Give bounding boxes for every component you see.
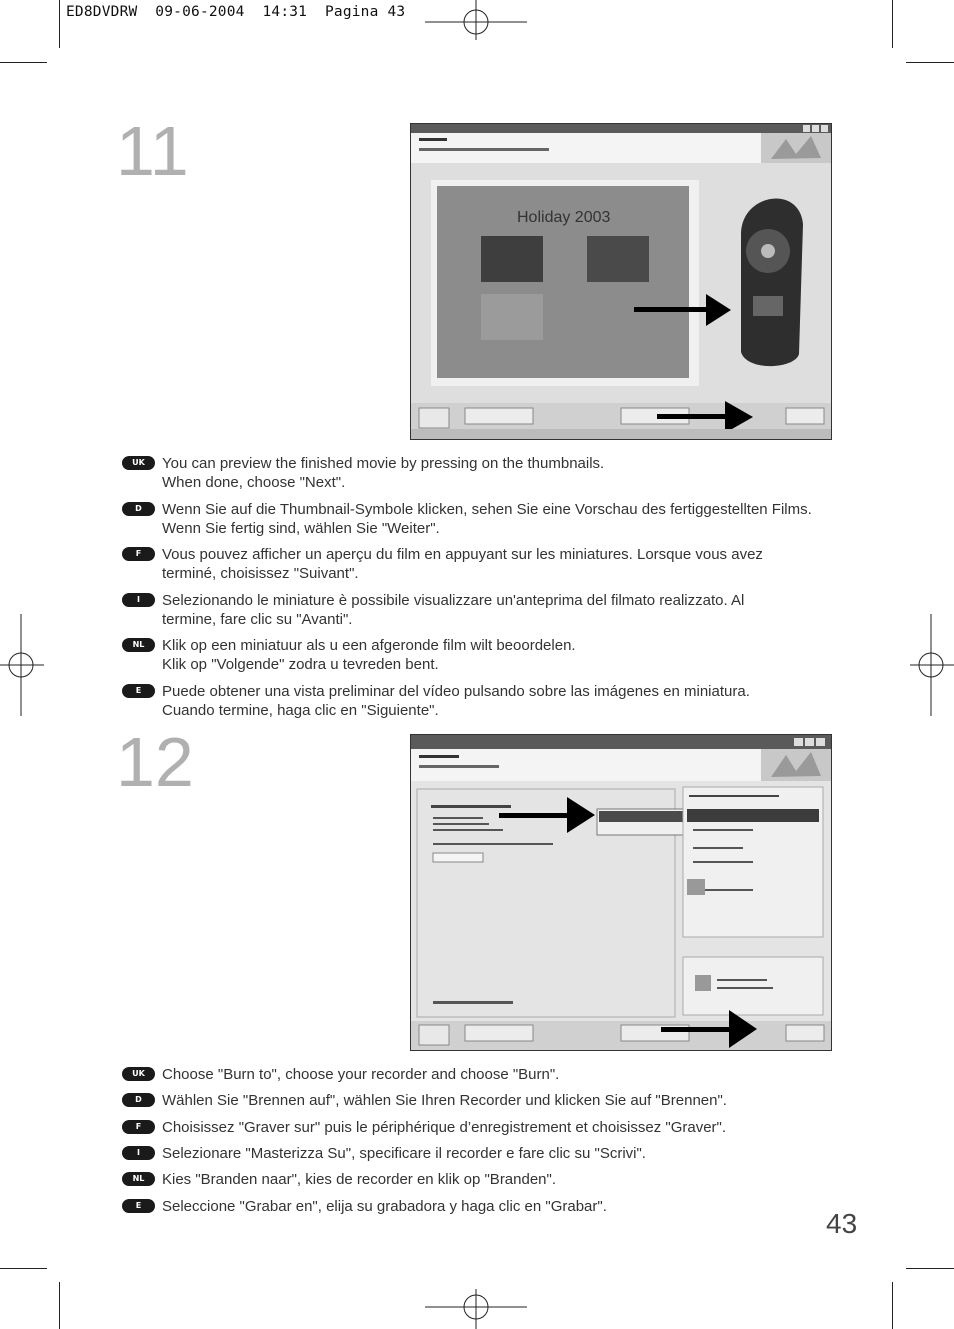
language-badge: E: [122, 684, 155, 698]
registration-mark-top: [425, 0, 527, 40]
crop-mark: [0, 62, 47, 63]
screenshot-burn-options: [410, 734, 832, 1051]
language-badge: F: [122, 1120, 155, 1134]
language-badge: D: [122, 1093, 155, 1107]
language-badge: UK: [122, 456, 155, 470]
crop-mark: [59, 1282, 60, 1329]
step-number: 12: [116, 723, 194, 801]
instruction-text: Vous pouvez afficher un aperçu du film en appuyant sur les miniatures. Lorsque vous avez terminé, choisissez "Suivant".: [162, 546, 763, 582]
registration-mark-right: [910, 614, 954, 716]
language-badge: D: [122, 502, 155, 516]
language-badge: NL: [122, 1172, 155, 1186]
screenshot-preview: [410, 123, 832, 440]
crop-mark: [892, 1282, 893, 1329]
language-badge: I: [122, 593, 155, 607]
language-badge: NL: [122, 638, 155, 652]
crop-mark: [0, 1268, 47, 1269]
registration-mark-bottom: [425, 1289, 527, 1329]
instruction-text: Puede obtener una vista preliminar del vídeo pulsando sobre las imágenes en miniatura. Cuando termine, haga clic en "Siguiente".: [162, 683, 750, 719]
instruction-text: You can preview the finished movie by pressing on the thumbnails. When done, choose "Next".: [162, 455, 605, 491]
instruction-text: Seleccione "Grabar en", elija su grabadora y haga clic en "Grabar".: [162, 1198, 607, 1215]
slide-title: Holiday 2003: [517, 209, 611, 226]
print-header: ED8DVDRW 09-06-2004 14:31 Pagina 43: [66, 4, 406, 20]
language-badge: UK: [122, 1067, 155, 1081]
instruction-text: Kies "Branden naar", kies de recorder en klik op "Branden".: [162, 1171, 557, 1188]
crop-mark: [892, 0, 893, 48]
crop-mark: [59, 0, 60, 48]
burn-window-illustration: [411, 735, 831, 1050]
language-badge: I: [122, 1146, 155, 1160]
instruction-text: Wählen Sie "Brennen auf", wählen Sie Ihren Recorder und klicken Sie auf "Brennen".: [162, 1092, 727, 1109]
instruction-text: Choisissez "Graver sur" puis le périphérique d’enregistrement et choisissez "Graver".: [162, 1119, 727, 1136]
preview-window-illustration: [411, 124, 831, 439]
registration-mark-left: [0, 614, 44, 716]
crop-mark: [906, 62, 954, 63]
language-badge: F: [122, 547, 155, 561]
instruction-text: Wenn Sie auf die Thumbnail-Symbole klicken, sehen Sie eine Vorschau des fertiggestellten Films. Wenn Sie fertig sind, wählen Sie "Weiter".: [162, 501, 812, 537]
language-badge: E: [122, 1199, 155, 1213]
instruction-text: Choose "Burn to", choose your recorder and choose "Burn".: [162, 1066, 560, 1083]
instruction-text: Klik op een miniatuur als u een afgeronde film wilt beoordelen. Klik op "Volgende" zodra u tevreden bent.: [162, 637, 576, 673]
page-number: 43: [826, 1208, 858, 1239]
instruction-text: Selezionare "Masterizza Su", specificare il recorder e fare clic su "Scrivi".: [162, 1145, 646, 1162]
crop-mark: [906, 1268, 954, 1269]
instruction-text: Selezionando le miniature è possibile visualizzare un'anteprima del filmato realizzato. Al termine, fare clic su "Avanti".: [162, 592, 745, 628]
step-number: 11: [116, 112, 189, 190]
